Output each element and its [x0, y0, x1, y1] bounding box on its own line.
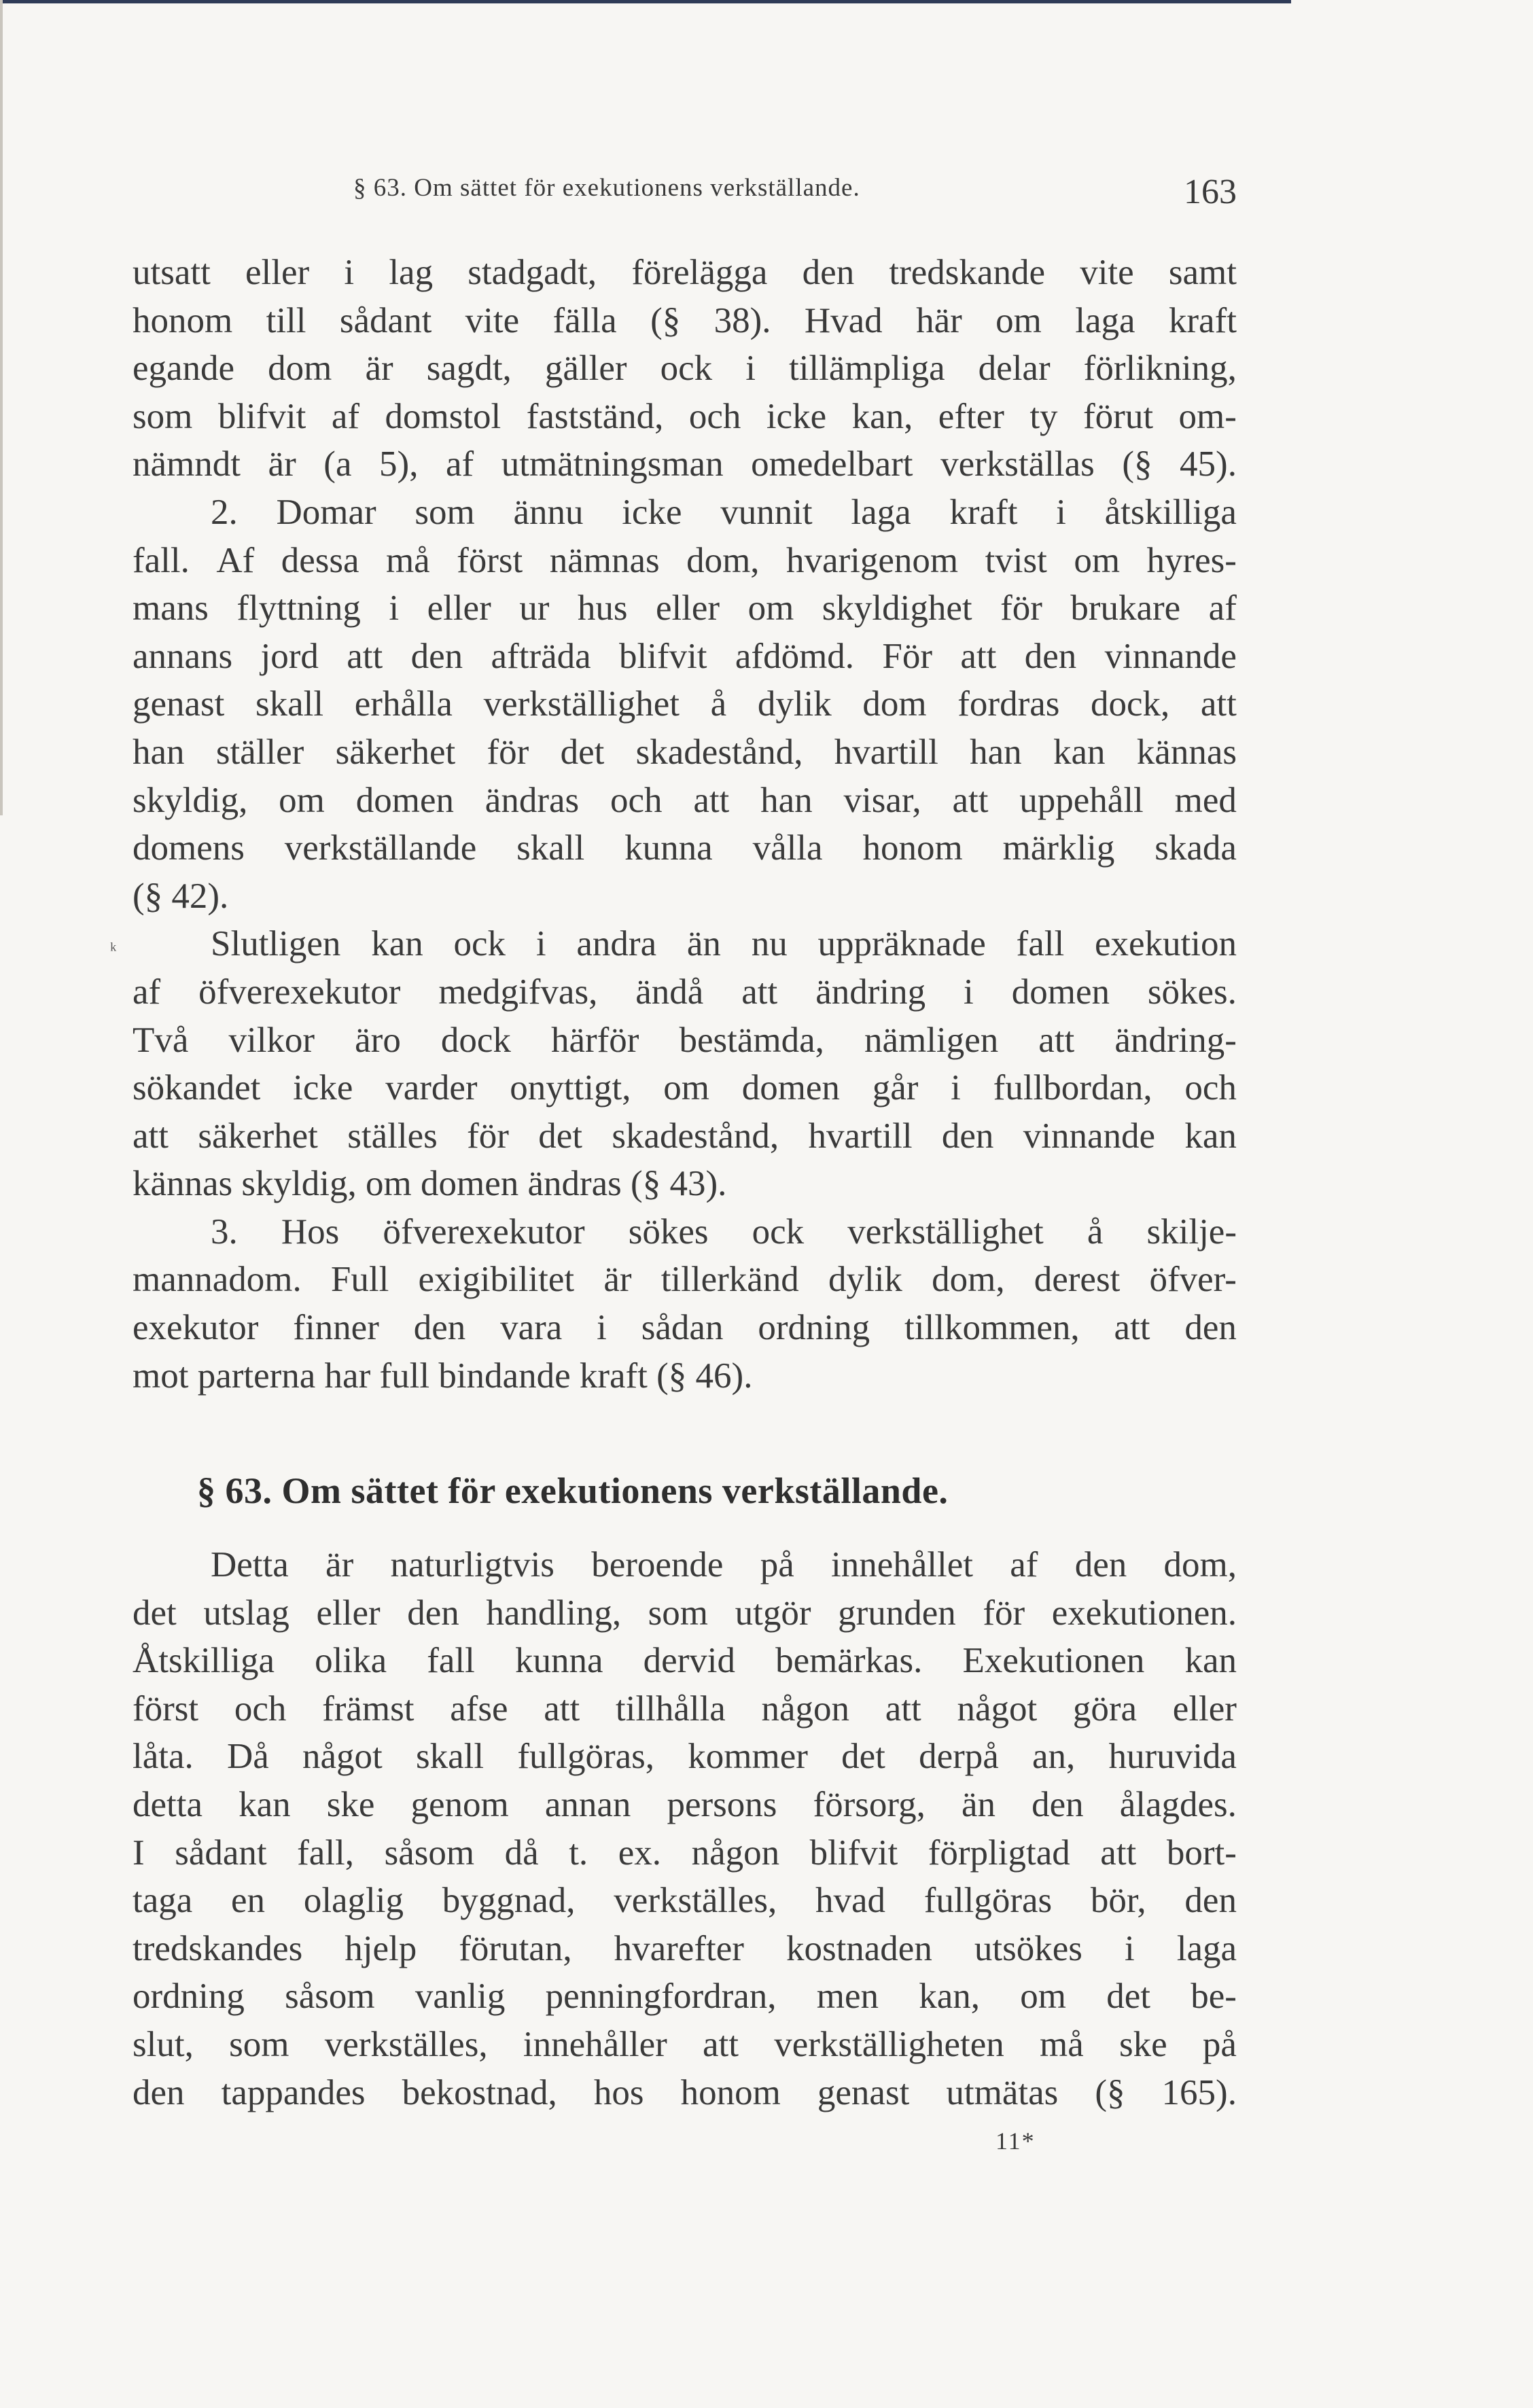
text-line: 3. Hos öfverexekutor sökes ock verkställighet å skilje-: [211, 1211, 1237, 1252]
text-line: detta kan ske genom annan persons försorg, än den ålagdes.: [133, 1784, 1237, 1824]
running-title: § 63. Om sättet för exekutionens verkställande.: [353, 174, 860, 202]
section-heading: § 63. Om sättet för exekutionens verkställande.: [197, 1470, 949, 1511]
text-line: fall. Af dessa må först nämnas dom, hvarigenom tvist om hyres-: [133, 540, 1237, 580]
text-line: den tappandes bekostnad, hos honom genast utmätas (§ 165).: [133, 2072, 1237, 2112]
text-line: ordning såsom vanlig penningfordran, men kan, om det be-: [133, 1977, 1237, 2017]
text-line: 2. Domar som ännu icke vunnit laga kraft i åtskilliga: [211, 492, 1237, 532]
text-line: låta. Då något skall fullgöras, kommer det derpå an, huruvida: [133, 1737, 1237, 1777]
text-line: tredskandes hjelp förutan, hvarefter kostnaden utsökes i laga: [133, 1928, 1237, 1968]
section-2-text: [133, 1541, 1237, 2117]
text-line: egande dom är sagdt, gäller ock i tillämpliga delar förlikning,: [133, 349, 1237, 389]
text-line: (§ 42).: [133, 876, 229, 916]
text-line: af öfverexekutor medgifvas, ändå att ändring i domen sökes.: [133, 972, 1237, 1012]
margin-mark: ᵏ: [110, 939, 117, 961]
text-line: som blifvit af domstol fastständ, och icke kan, efter ty förut om-: [133, 396, 1237, 436]
text-line: sökandet icke varder onyttigt, om domen går i fullbordan, och: [133, 1068, 1237, 1108]
text-line: mot parterna har full bindande kraft (§ 46).: [133, 1356, 753, 1396]
page-edge-left: [0, 0, 3, 815]
text-line: att säkerhet ställes för det skadestånd, hvartill den vinnande kan: [133, 1116, 1237, 1156]
text-line: först och främst afse att tillhålla någon att något göra eller: [133, 1688, 1237, 1729]
text-line: genast skall erhålla verkställighet å dylik dom fordras dock, att: [133, 684, 1237, 724]
text-line: det utslag eller den handling, som utgör grunden för exekutionen.: [133, 1593, 1237, 1633]
text-line: I sådant fall, såsom då t. ex. någon blifvit förpligtad att bort-: [133, 1832, 1237, 1873]
text-line: exekutor finner den vara i sådan ordning tillkommen, att den: [133, 1308, 1237, 1348]
text-line: nämndt är (a 5), af utmätningsman omedelbart verkställas (§ 45).: [133, 444, 1237, 484]
text-line: skyldig, om domen ändras och att han visar, att uppehåll med: [133, 780, 1237, 820]
text-line: taga en olaglig byggnad, verkställes, hvad fullgöras bör, den: [133, 1881, 1237, 1921]
running-head: [136, 173, 1237, 214]
text-line: slut, som verkställes, innehåller att verkställigheten må ske på: [133, 2024, 1237, 2064]
text-line: honom till sådant vite fälla (§ 38). Hvad här om laga kraft: [133, 300, 1237, 340]
text-line: kännas skyldig, om domen ändras (§ 43).: [133, 1164, 727, 1204]
text-line: han ställer säkerhet för det skadestånd, hvartill han kan kännas: [133, 732, 1237, 772]
text-line: mannadom. Full exigibilitet är tillerkänd dylik dom, derest öfver-: [133, 1260, 1237, 1300]
signature-mark: 11*: [995, 2127, 1036, 2155]
text-line: utsatt eller i lag stadgadt, förelägga den tredskande vite samt: [133, 253, 1237, 292]
text-line: Slutligen kan ock i andra än nu uppräknade fall exekution: [211, 924, 1237, 964]
page-edge-top: [0, 0, 1291, 3]
text-line: annans jord att den afträda blifvit afdömd. För att den vinnande: [133, 636, 1237, 676]
text-line: Två vilkor äro dock härför bestämda, nämligen att ändring-: [133, 1020, 1237, 1060]
section-1-text: [133, 249, 1237, 1400]
text-line: domens verkställande skall kunna vålla honom märklig skada: [133, 828, 1237, 868]
page-number: 163: [1184, 173, 1237, 211]
text-line: Åtskilliga olika fall kunna dervid bemärkas. Exekutionen kan: [133, 1641, 1237, 1681]
text-line: Detta är naturligtvis beroende på innehållet af den dom,: [211, 1545, 1237, 1584]
text-line: mans flyttning i eller ur hus eller om skyldighet för brukare af: [133, 588, 1237, 628]
